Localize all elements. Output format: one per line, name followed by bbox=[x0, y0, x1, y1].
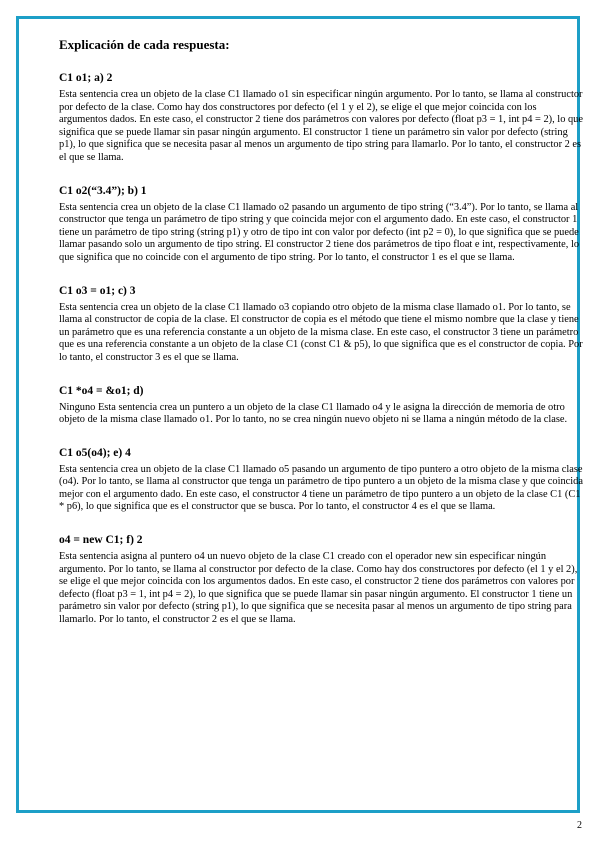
answer-section-b bbox=[59, 184, 585, 265]
page-number: 2 bbox=[577, 820, 582, 831]
document-content bbox=[59, 37, 585, 646]
answer-section-e bbox=[59, 446, 585, 514]
section-body: Esta sentencia crea un objeto de la clase C1 llamado o2 pasando un argumento de tipo string (“3.4”). Por lo tanto, se llama al constructor que tenga un parámetro de tipo string y que coincida mejor con el argumento dado. En este caso, el constructor 1 tiene un parámetro de tipo string (string p1) y otro de tipo int con valor por defecto (int p2 = 0), lo que significa que se puede llamar pasando solo un argumento de tipo string. El constructor 2 tiene dos parámetros de tipo float e int, respectivamente, lo que significa que no coincide con el argumento de tipo string. Por lo tanto, el constructor 1 es el que se llama. bbox=[59, 201, 580, 263]
section-heading: C1 o5(o4); e) 4 bbox=[59, 446, 131, 459]
answer-section-a bbox=[59, 71, 585, 165]
section-body: Esta sentencia crea un objeto de la clase C1 llamado o3 copiando otro objeto de la misma clase llamado o1. Por lo tanto, se llama al constructor de copia de la clase. El constructor de copia es el método que tiene el mismo nombre que la clase y tiene un parámetro que es una referencia constante a un objeto de la misma clase. En este caso, el constructor 3 tiene un parámetro que es una referencia constante a un objeto de la clase C1 (const C1 & p5), lo que significa que es el constructor de copia. Por lo tanto, el constructor 3 es el que se llama. bbox=[59, 301, 583, 363]
answer-section-d bbox=[59, 384, 585, 427]
section-heading: C1 o1; a) 2 bbox=[59, 72, 113, 84]
section-heading: C1 o2(“3.4”); b) 1 bbox=[59, 184, 147, 197]
section-body: Esta sentencia crea un objeto de la clase C1 llamado o5 pasando un argumento de tipo puntero a otro objeto de la misma clase (o4). Por lo tanto, se llama al constructor que tenga un parámetro de tipo puntero a un objeto de la misma clase y que coincida mejor con el argumento dado. En este caso, el constructor 4 tiene un parámetro de tipo puntero a un objeto de la clase C1 (C1 * p6), lo que significa que es el constructor que se busca. Por lo tanto, el constructor 4 es el que se llama. bbox=[59, 463, 583, 513]
section-heading: o4 = new C1; f) 2 bbox=[59, 534, 143, 547]
section-heading: C1 *o4 = &o1; d) bbox=[59, 384, 144, 397]
section-heading: C1 o3 = o1; c) 3 bbox=[59, 284, 136, 297]
document-title: Explicación de cada respuesta: bbox=[59, 37, 230, 52]
answer-section-c bbox=[59, 284, 585, 365]
section-body: Esta sentencia crea un objeto de la clase C1 llamado o1 sin especificar ningún argumento. Por lo tanto, se llama al constructor por defecto de la clase. Como hay dos constructores por defecto (el 1 y el 2), se elige el que mejor coincida con los argumentos dados. En este caso, el constructor 2 tiene dos parámetros con valores por defecto (float p3 = 1, int p4 = 2), lo que significa que se puede llamar sin pasar ningún argumento. El constructor 1 tiene un parámetro sin valor por defecto (string p1), lo que significa que se necesita pasar al menos un argumento de tipo string para llamarlo. Por lo tanto, el constructor 2 es el que se llama. bbox=[59, 89, 583, 163]
section-body: Ninguno Esta sentencia crea un puntero a un objeto de la clase C1 llamado o4 y le asigna la dirección de memoria de otro objeto de la misma clase llamado o1. Por lo tanto, no se crea ningún nuevo objeto ni se llama a ningún método de la clase. bbox=[59, 401, 568, 426]
section-body: Esta sentencia asigna al puntero o4 un nuevo objeto de la clase C1 creado con el operador new sin especificar ningún argumento. Por lo tanto, se llama al constructor por defecto de la clase. Como hay dos constructores por defecto (el 1 y el 2), se elige el que mejor coincida con los argumentos dados. En este caso, el constructor 2 tiene dos parámetros con valores por defecto (float p3 = 1, int p4 = 2), lo que significa que se puede llamar sin pasar ningún argumento. El constructor 1 tiene un parámetro sin valor por defecto (string p1), lo que significa que se necesita pasar al menos un argumento de tipo string para llamarlo. Por lo tanto, el constructor 2 es el que se llama. bbox=[59, 551, 578, 626]
answer-section-f bbox=[59, 533, 585, 627]
